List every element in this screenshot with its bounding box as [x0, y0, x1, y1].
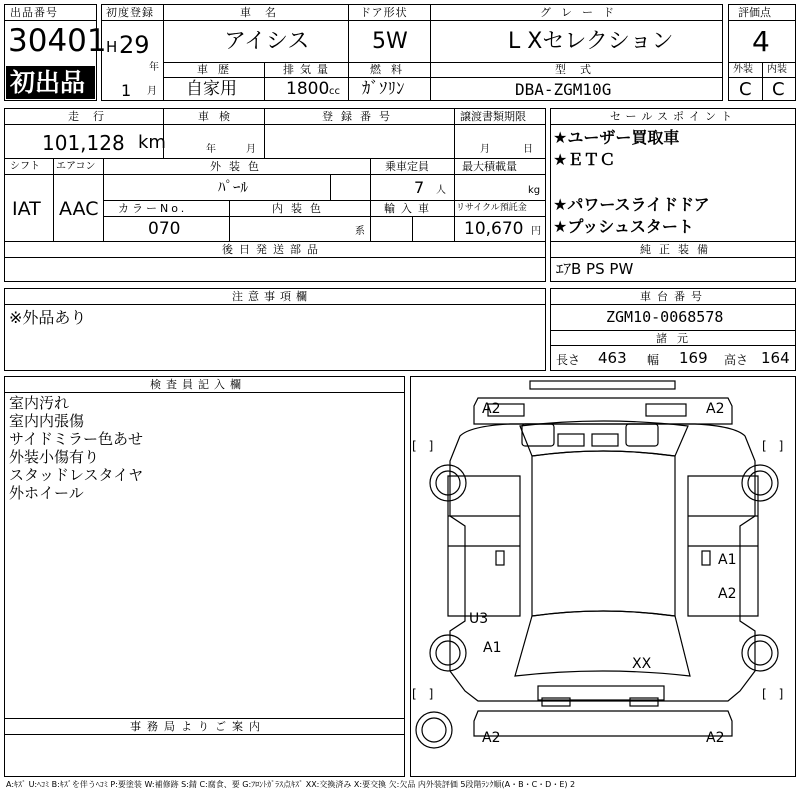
- dims-label: 諸元: [656, 332, 698, 345]
- interior-score: C: [772, 79, 785, 100]
- mileage: 101,128: [42, 131, 125, 155]
- transfer-month-unit: 月: [480, 144, 490, 155]
- model-label: 型式: [555, 63, 605, 76]
- mark-a2-bottom-left: A2: [482, 730, 501, 746]
- sales-point-1: ★ユーザー買取車: [553, 128, 680, 147]
- width-label: 幅: [647, 353, 660, 367]
- top-spoiler-shape: [530, 381, 675, 389]
- length-label: 長さ: [556, 353, 581, 367]
- sales-point-3: ★パワースライドドア: [553, 195, 710, 214]
- later-parts-label: 後日発送部品: [222, 243, 324, 256]
- mileage-label: 走行: [68, 110, 118, 123]
- first-reg-label: 初度登録: [106, 6, 154, 19]
- height: 164: [761, 349, 790, 367]
- door-type: 5W: [372, 29, 408, 54]
- length: 463: [598, 349, 627, 367]
- grade-label: グレード: [540, 6, 624, 19]
- inspector-line-2: 室内内張傷: [9, 412, 85, 430]
- shift-label: シフト: [10, 161, 40, 172]
- capacity: 7: [414, 178, 425, 197]
- history-label: 車歴: [197, 63, 239, 76]
- car-diagram: [410, 376, 796, 777]
- notes-label: 注意事項欄: [232, 290, 312, 303]
- grade: L Xセレクション: [508, 29, 674, 54]
- mark-xx-rear: XX: [632, 656, 652, 672]
- import-label: 輸入車: [384, 202, 435, 215]
- rear-bumper-shape: [474, 711, 732, 736]
- mark-a1-left: A1: [483, 640, 502, 656]
- inspection-month-unit: 月: [246, 144, 256, 155]
- color-no: 070: [148, 219, 181, 239]
- exterior-score: C: [739, 79, 752, 100]
- interior-color-label: 内装色: [272, 202, 329, 215]
- inspector-line-5: スタッドレスタイヤ: [9, 466, 144, 484]
- first-reg-era: H: [106, 38, 118, 56]
- inspection-label: 車検: [198, 110, 240, 123]
- inspector-line-1: 室内汚れ: [9, 394, 70, 412]
- sales-points-label: セールスポイント: [610, 110, 738, 123]
- width: 169: [679, 349, 708, 367]
- recycle-unit: 円: [531, 226, 541, 237]
- capacity-unit: 人: [436, 185, 446, 196]
- first-reg-year: 29: [119, 31, 150, 59]
- load-label: 最大積載量: [462, 160, 517, 173]
- car-name-label: 車名: [240, 6, 290, 19]
- bracket-left-front: [ ]: [412, 439, 434, 453]
- mileage-unit: km: [138, 132, 166, 153]
- mark-u3-left: U3: [469, 611, 489, 627]
- inspector-line-6: 外ホイール: [9, 484, 84, 502]
- roof-shape: [532, 451, 675, 616]
- mark-a1-right: A1: [718, 552, 737, 568]
- mark-a2-right: A2: [718, 586, 737, 602]
- sales-point-2: ★ＥＴＣ: [553, 150, 616, 169]
- ac-label: エアコン: [56, 161, 96, 172]
- bracket-right-rear: [ ]: [762, 687, 784, 701]
- transfer-day-unit: 日: [523, 144, 533, 155]
- color-no-label: カラーNo.: [118, 202, 188, 215]
- model: DBA-ZGM10G: [515, 80, 612, 99]
- first-reg-month: 1: [121, 81, 132, 100]
- inspector-label: 検査員記入欄: [150, 378, 246, 391]
- mark-a2-top-left: A2: [482, 401, 501, 417]
- equipment-label: 純正装備: [640, 243, 716, 256]
- color-label: 外装色: [210, 160, 267, 173]
- office-label: 事務局よりご案内: [130, 720, 266, 733]
- displacement-label: 排気量: [283, 63, 334, 76]
- inspection-year-unit: 年: [206, 144, 216, 155]
- lot-label: 出品番号: [10, 6, 58, 19]
- chassis-label: 車台番号: [640, 290, 708, 303]
- interior-color-unit: 系: [355, 226, 365, 237]
- bracket-right-front: [ ]: [762, 439, 784, 453]
- reg-no-label: 登録番号: [322, 110, 398, 123]
- fuel: ｶﾞｿﾘﾝ: [362, 79, 405, 99]
- inspector-line-4: 外装小傷有り: [9, 448, 100, 466]
- interior-label: 内装: [767, 64, 787, 75]
- capacity-label: 乗車定員: [385, 160, 429, 173]
- recycle-label: リサイクル預託金: [456, 203, 527, 213]
- chassis-number: ZGM10-0068578: [606, 308, 724, 326]
- color: ﾊﾟｰﾙ: [218, 178, 249, 196]
- score-label: 評価点: [738, 6, 771, 19]
- mark-a2-bottom-right: A2: [706, 730, 725, 746]
- first-listing-text: 初出品: [10, 68, 86, 97]
- history: 自家用: [186, 79, 237, 99]
- ac: AAC: [59, 198, 99, 220]
- notes-text: ※外品あり: [9, 308, 87, 327]
- first-reg-year-unit: 年: [149, 62, 159, 73]
- displacement-unit: cc: [329, 86, 340, 97]
- first-reg-month-unit: 月: [147, 86, 157, 97]
- displacement: 1800: [286, 79, 330, 99]
- front-bumper-shape: [474, 398, 732, 424]
- mark-a2-top-right: A2: [706, 401, 725, 417]
- car-name: アイシス: [224, 29, 310, 54]
- height-label: 高さ: [724, 353, 749, 367]
- exterior-label: 外装: [733, 64, 753, 75]
- fuel-label: 燃料: [370, 63, 412, 76]
- score-value: 4: [752, 25, 770, 58]
- door-label: ドア形状: [360, 6, 408, 19]
- transfer-label: 譲渡書類期限: [460, 110, 526, 123]
- inspector-line-3: サイドミラー色あせ: [9, 430, 143, 448]
- bracket-left-rear: [ ]: [412, 687, 434, 701]
- equipment: ｴｱB PS PW: [556, 260, 634, 278]
- recycle: 10,670: [464, 219, 524, 239]
- sales-point-4: ★プッシュスタート: [553, 217, 694, 236]
- shift: IAT: [12, 198, 41, 220]
- legend: A:ｷｽﾞ U:ﾍｺﾐ B:ｷｽﾞを伴うﾍｺﾐ P:要塗装 W:補修跡 S:錆 C:腐食、要 G:ﾌﾛﾝﾄｶﾞﾗｽ点ｷｽﾞ XX:交換済み X:要交換 欠:欠品 内外装評価 5段階ﾗﾝｸ順(A・B・C・D・E) 2: [6, 780, 576, 789]
- lot-number: 30401: [8, 23, 107, 59]
- load-unit: kg: [528, 185, 541, 196]
